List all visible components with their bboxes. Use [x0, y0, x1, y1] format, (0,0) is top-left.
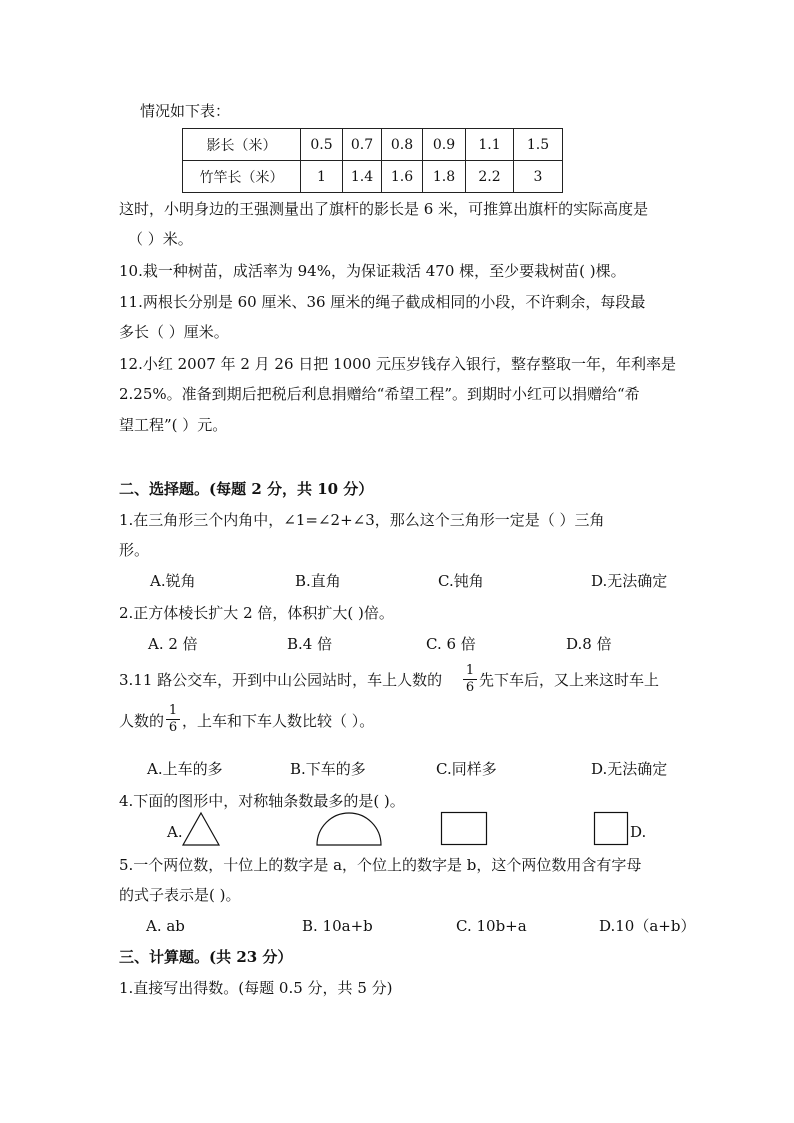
square-shape — [594, 812, 628, 845]
s2-q3-option-a: A.上车的多 — [147, 760, 223, 778]
q12-line3: 望工程”( ）元。 — [119, 416, 228, 434]
table-cell: 0.9 — [423, 129, 466, 161]
s2-q3-option-d: D.无法确定 — [591, 760, 668, 778]
table-cell: 1.4 — [343, 161, 382, 193]
table-cell: 1 — [301, 161, 343, 193]
s2-q5-line1: 5.一个两位数，十位上的数字是 a，个位上的数字是 b，这个两位数用含有字母 — [119, 856, 642, 874]
q9-line1: 这时，小明身边的王强测量出了旗杆的影长是 6 米，可推算出旗杆的实际高度是 — [119, 200, 649, 218]
s2-q5-line2: 的式子表示是( )。 — [119, 886, 241, 904]
s2-q2-text: 2.正方体棱长扩大 2 倍，体积扩大( )倍。 — [119, 604, 394, 622]
s3-q1-text: 1.直接写出得数。(每题 0.5 分，共 5 分) — [119, 979, 393, 997]
s2-q2-option-a: A. 2 倍 — [148, 635, 198, 653]
q9-line2: （ ）米。 — [128, 230, 193, 248]
q10-text: 10.栽一种树苗，成活率为 94%，为保证栽活 470 棵，至少要栽树苗( )棵。 — [119, 262, 626, 280]
table-cell: 0.8 — [382, 129, 423, 161]
fraction-numerator: 1 — [168, 703, 178, 718]
s2-q4-label-d: D. — [630, 823, 647, 841]
table-cell: 1.5 — [514, 129, 563, 161]
s2-q2-option-d: D.8 倍 — [566, 635, 612, 653]
fraction-numerator: 1 — [465, 663, 475, 678]
fraction-denominator: 6 — [168, 720, 178, 735]
fraction-denominator: 6 — [465, 680, 475, 695]
s2-q1-option-c: C.钝角 — [438, 572, 484, 590]
table-cell: 1.8 — [423, 161, 466, 193]
table-row — [183, 161, 563, 193]
s2-q1-option-b: B.直角 — [295, 572, 341, 590]
s2-q5-option-b: B. 10a+b — [302, 917, 373, 935]
q11-line2: 多长（ ）厘米。 — [119, 323, 229, 341]
s2-q1-option-d: D.无法确定 — [591, 572, 668, 590]
table-cell: 1.1 — [466, 129, 514, 161]
s2-q3-line1-b: 先下车后，又上来这时车上 — [479, 671, 660, 689]
rectangle-shape — [441, 812, 487, 845]
section3-title: 三、计算题。(共 23 分） — [119, 948, 293, 966]
s2-q3-line2-a: 人数的 — [119, 712, 165, 730]
table-cell: 3 — [514, 161, 563, 193]
table-intro: 情况如下表： — [140, 102, 231, 120]
table-row — [183, 129, 563, 161]
table-cell: 0.5 — [301, 129, 343, 161]
s2-q2-option-b: B.4 倍 — [287, 635, 333, 653]
table-cell: 0.7 — [343, 129, 382, 161]
q12-line2: 2.25%。准备到期后把税后利息捐赠给“希望工程”。到期时小红可以捐赠给“希 — [119, 385, 640, 403]
s2-q3-line1-a: 3.11 路公交车，开到中山公园站时，车上人数的 — [119, 671, 443, 689]
s2-q3-option-b: B.下车的多 — [290, 760, 366, 778]
row-label: 影长（米） — [183, 129, 301, 161]
s2-q1-line1: 1.在三角形三个内角中，∠1=∠2+∠3，那么这个三角形一定是（ ）三角 — [119, 511, 605, 529]
shadow-table — [182, 128, 563, 193]
s2-q3-line2-b: ，上车和下车人数比较（ ）。 — [182, 712, 375, 730]
s2-q3-option-c: C.同样多 — [436, 760, 497, 778]
s2-q5-option-c: C. 10b+a — [456, 917, 527, 935]
table-cell: 1.6 — [382, 161, 423, 193]
s2-q4-text: 4.下面的图形中，对称轴条数最多的是( )。 — [119, 792, 405, 810]
triangle-shape — [182, 812, 220, 846]
section2-title: 二、选择题。(每题 2 分，共 10 分） — [119, 480, 374, 498]
q11-line1: 11.两根长分别是 60 厘米、36 厘米的绳子截成相同的小段，不许剩余，每段最 — [119, 293, 646, 311]
s2-q4-label-a: A. — [167, 823, 183, 841]
fraction-one-sixth — [463, 664, 477, 695]
s2-q5-option-a: A. ab — [146, 917, 185, 935]
q12-line1: 12.小红 2007 年 2 月 26 日把 1000 元压岁钱存入银行，整存整取一年，年利率是 — [119, 355, 676, 373]
fraction-one-sixth — [166, 704, 180, 735]
semicircle-shape — [316, 812, 382, 846]
table-cell: 2.2 — [466, 161, 514, 193]
s2-q2-option-c: C. 6 倍 — [426, 635, 476, 653]
s2-q1-line2: 形。 — [119, 541, 150, 559]
row-label: 竹竿长（米） — [183, 161, 301, 193]
s2-q5-option-d: D.10（a+b） — [599, 917, 696, 935]
s2-q1-option-a: A.锐角 — [150, 572, 196, 590]
